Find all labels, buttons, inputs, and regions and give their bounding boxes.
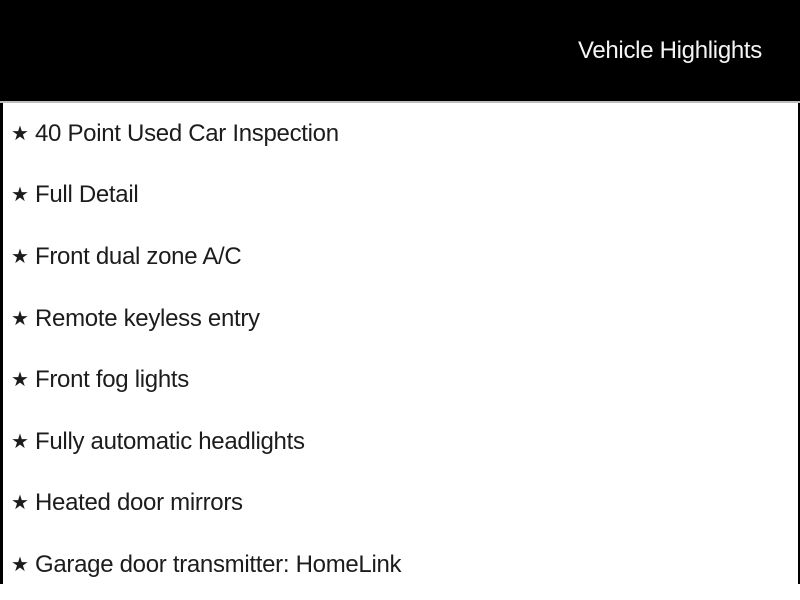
highlight-label: Garage door transmitter: HomeLink	[35, 550, 402, 578]
highlight-label: Fully automatic headlights	[35, 427, 305, 455]
bottom-gap	[0, 584, 800, 598]
list-item	[3, 165, 798, 227]
highlight-label: Front dual zone A/C	[35, 242, 242, 270]
list-item	[3, 103, 798, 165]
highlight-label: Heated door mirrors	[35, 489, 243, 517]
list-item	[3, 411, 798, 473]
highlight-label: 40 Point Used Car Inspection	[35, 119, 339, 147]
list-item	[3, 349, 798, 411]
header-bar	[0, 0, 800, 103]
list-item	[3, 473, 798, 535]
star-icon: ★	[11, 553, 29, 576]
highlight-label: Full Detail	[35, 181, 139, 209]
page-title: Vehicle Highlights	[577, 36, 762, 64]
star-icon: ★	[11, 369, 29, 392]
content-area	[0, 103, 800, 584]
star-icon: ★	[11, 245, 29, 268]
star-icon: ★	[11, 430, 29, 453]
star-icon: ★	[11, 184, 29, 207]
star-icon: ★	[11, 492, 29, 515]
list-item	[3, 226, 798, 288]
highlight-label: Remote keyless entry	[35, 304, 260, 332]
star-icon: ★	[11, 122, 29, 145]
highlights-list	[3, 103, 798, 596]
star-icon: ★	[11, 307, 29, 330]
highlight-label: Front fog lights	[35, 366, 189, 394]
list-item	[3, 288, 798, 350]
